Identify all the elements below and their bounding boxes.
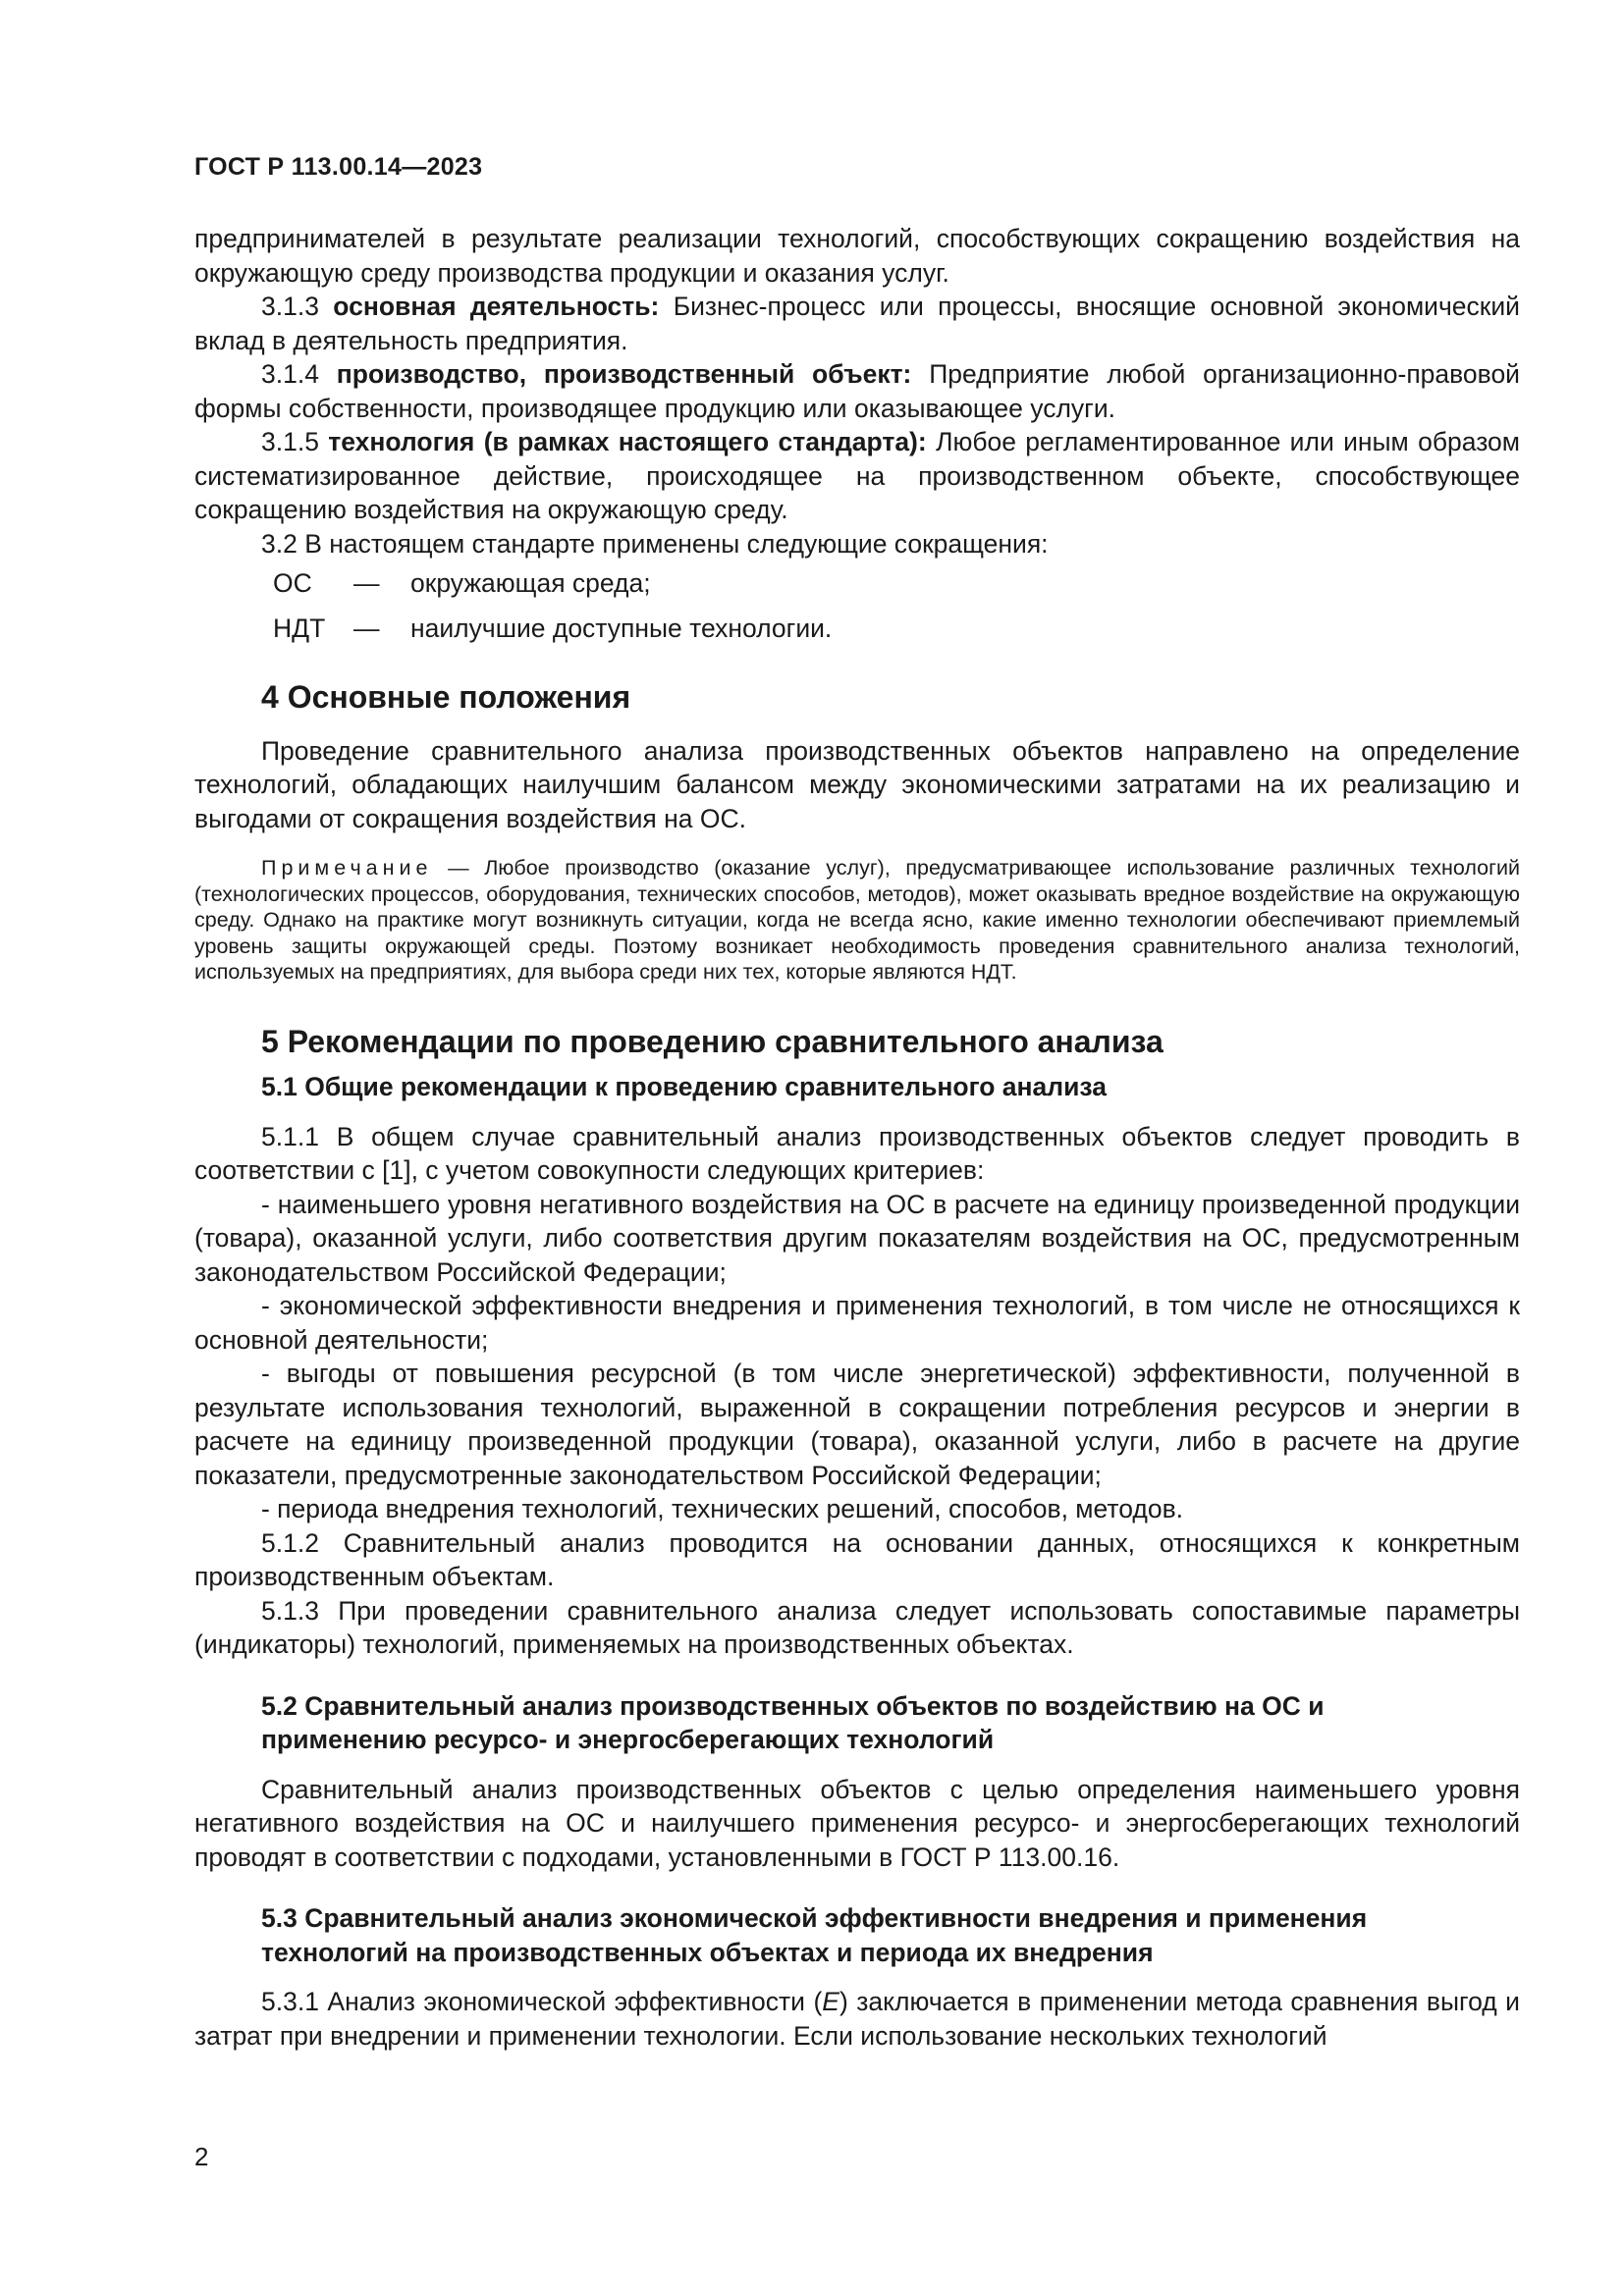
abbreviation-dash: — xyxy=(353,567,380,598)
paragraph-5-3-1 xyxy=(194,1985,1520,2053)
paragraph-5-1-3: 5.1.3 При проведении сравнительного анализа следует использовать сопоставимые параметры (индикаторы) технологий, применяемых на производственных объектах. xyxy=(194,1595,1520,1659)
abbreviation-dash: — xyxy=(353,613,380,643)
document-header: ГОСТ Р 113.00.14—2023 xyxy=(194,153,483,181)
term-name: производство, производственный объект: xyxy=(336,359,912,389)
term-number: 3.1.4 xyxy=(261,359,319,389)
note-paragraph xyxy=(194,855,1520,986)
abbreviation: ОС xyxy=(273,567,312,598)
abbreviations-intro: 3.2 В настоящем стандарте применены следующие сокращения: xyxy=(261,528,1049,559)
note-label: Примечание xyxy=(261,856,433,880)
term-definition: Бизнес-процесс или процессы, вносящие основной экономический вклад в деятельность предприятия. xyxy=(194,292,1520,355)
criteria-item: - выгоды от повышения ресурсной (в том числе энергетической) эффективности, полученной в результате использования технологий, выраженной в сокращении потребления ресурсов и энергии в расчете на единицу произведенной продукции (товара), оказанной услуги, либо в расчете на другие показатели, предусмотренные законодательством Российской Федерации; xyxy=(194,1359,1520,1490)
page-number: 2 xyxy=(194,2142,209,2171)
term-name: основная деятельность: xyxy=(333,292,660,321)
term-definition: Любое регламентированное или иным образом систематизированное действие, происходящее на производственном объекте, способствующее сокращению воздействия на окружающую среду. xyxy=(194,427,1521,524)
term-name: технология (в рамках настоящего стандарта): xyxy=(328,427,927,456)
section-4-body: Проведение сравнительного анализа производственных объектов направлено на определение технологий, обладающих наилучшим балансом между экономическими затратами на их реализацию и выгодами от сокращения воздействия на ОС. xyxy=(194,735,1520,833)
paragraph-5-1-2: 5.1.2 Сравнительный анализ проводится на основании данных, относящихся к конкретным производственным объектам. xyxy=(194,1527,1520,1591)
term-number: 3.1.5 xyxy=(261,427,319,456)
abbreviation-row xyxy=(273,561,1520,606)
subsection-5-2-body: Сравнительный анализ производственных объектов с целью определения наименьшего уровня негативного воздействия на ОС и наилучшего применения ресурсо- и энергосберегающих технологий проводят в соответствии с подходами, установленными в ГОСТ Р 113.00.16. xyxy=(194,1774,1520,1872)
section-4-title: 4 Основные положения xyxy=(261,679,631,715)
page-content xyxy=(194,222,1520,2053)
criteria-item: - наименьшего уровня негативного воздействия на ОС в расчете на единицу произведенной продукции (товара), оказанной услуги, либо соответствия другим показателям воздействия на ОС, предусмотренным законодательством Российской Федерации; xyxy=(194,1189,1520,1287)
variable-e: E xyxy=(822,1987,839,2016)
term-3-1-3 xyxy=(194,290,1520,357)
note-text: — Любое производство (оказание услуг), предусматривающее использование различных технологий (технологических процессов, оборудования, технических способов, методов), может оказывать вредное воздействие на окружающую среду. Однако на практике могут возникнуть ситуации, когда не всегда ясно, какие именно технологии обеспечивают приемлемый уровень защиты окружающей среды. Поэтому возникает необходимость проведения сравнительного анализа технологий, используемых на предприятиях, для выбора среди них тех, которые являются НДТ. xyxy=(194,856,1520,984)
abbreviation-meaning: окружающая среда; xyxy=(410,567,651,598)
criteria-item: - экономической эффективности внедрения и применения технологий, в том числе не относящихся к основной деятельности; xyxy=(194,1291,1520,1355)
section-5-title: 5 Рекомендации по проведению сравнительного анализа xyxy=(261,1023,1164,1059)
abbreviation: НДТ xyxy=(273,613,326,643)
subsection-5-2-title: 5.2 Сравнительный анализ производственных объектов по воздействию на ОС и применению ресурсо- и энергосберегающих технологий xyxy=(261,1690,1325,1754)
term-3-1-5 xyxy=(194,425,1520,527)
term-definition: Предприятие любой организационно-правовой формы собственности, производящее продукцию или оказывающее услуги. xyxy=(194,359,1520,423)
subsection-5-1-title: 5.1 Общие рекомендации к проведению сравнительного анализа xyxy=(261,1072,1107,1101)
paragraph-text: ) заключается в применении метода сравнения выгод и затрат при внедрении и применении технологии. Если использование нескольких технологий xyxy=(194,1987,1520,2051)
abbreviation-meaning: наилучшие доступные технологии. xyxy=(410,613,833,643)
abbreviation-row xyxy=(273,606,1520,651)
term-3-1-4 xyxy=(194,357,1520,425)
paragraph-text: 5.3.1 Анализ экономической эффективности ( xyxy=(261,1987,823,2016)
subsection-5-3-title: 5.3 Сравнительный анализ экономической эффективности внедрения и применения технологий на производственных объектах и периода их внедрения xyxy=(261,1903,1368,1967)
continuation-paragraph: предпринимателей в результате реализации технологий, способствующих сокращению воздействия на окружающую среду производства продукции и оказания услуг. xyxy=(194,224,1520,288)
criteria-item: - периода внедрения технологий, технических решений, способов, методов. xyxy=(261,1494,1184,1523)
term-number: 3.1.3 xyxy=(261,292,319,321)
paragraph-5-1-1: 5.1.1 В общем случае сравнительный анализ производственных объектов следует проводить в соответствии с [1], с учетом совокупности следующих критериев: xyxy=(194,1121,1520,1185)
